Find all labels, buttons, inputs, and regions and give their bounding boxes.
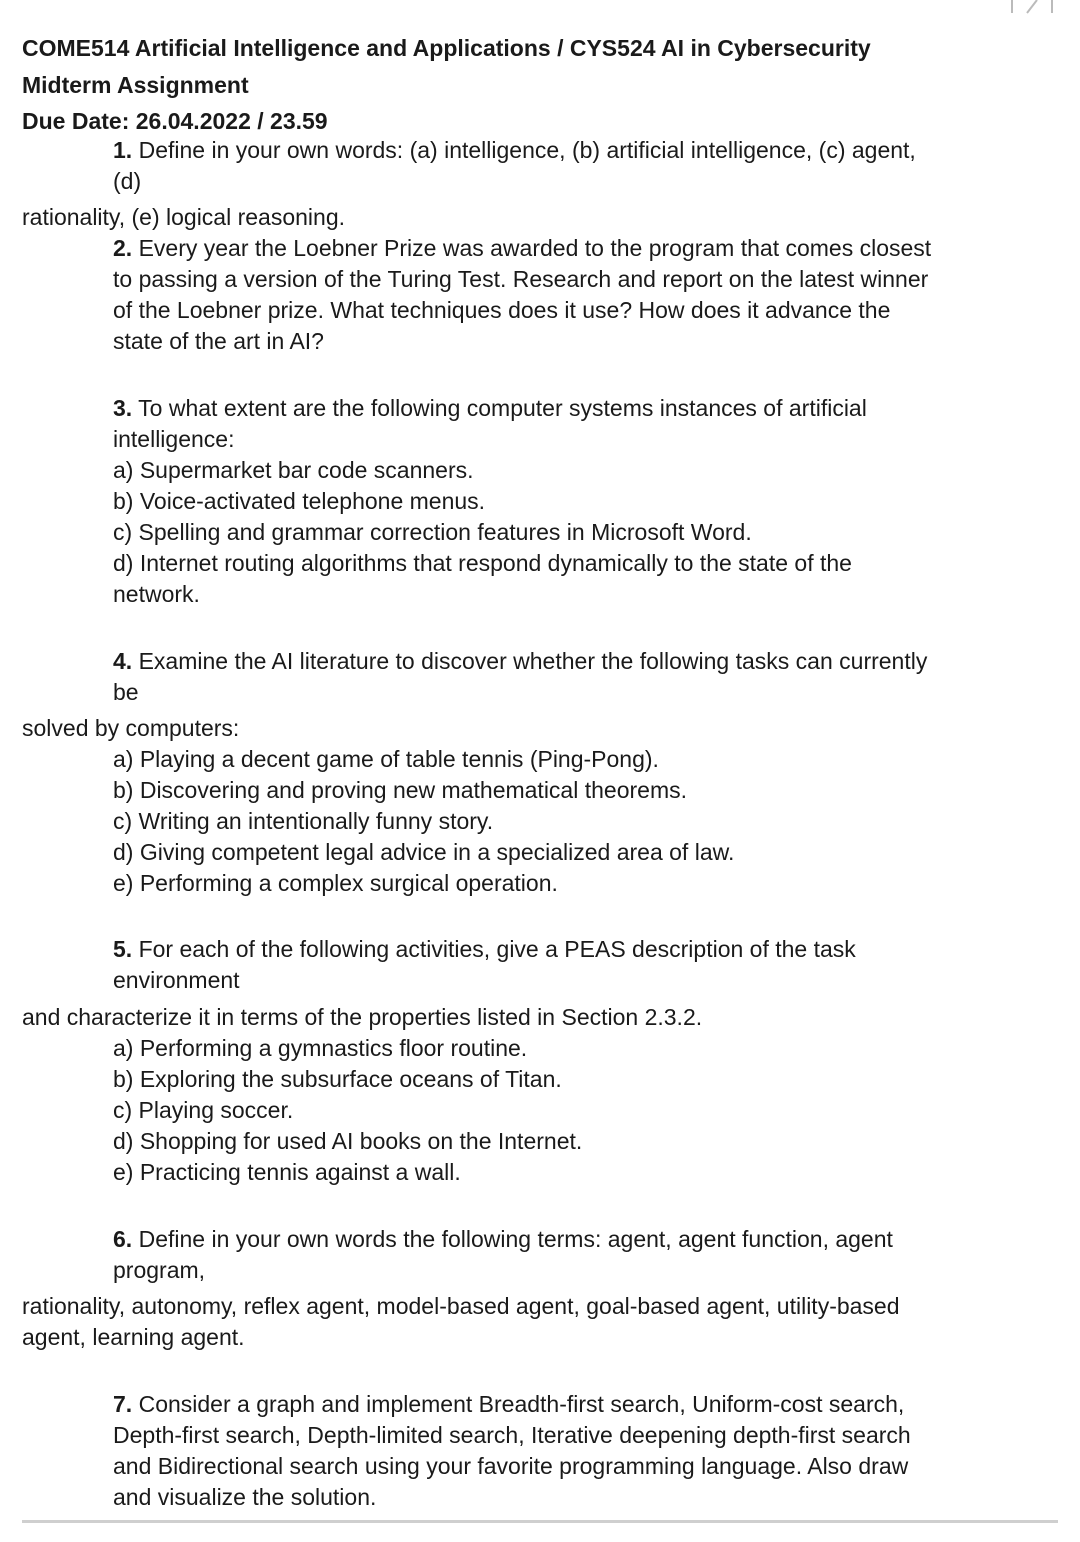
list-item: d) Giving competent legal advice in a specialized area of law.	[113, 839, 735, 865]
list-item: d) Internet routing algorithms that respond dynamically to the state of the	[113, 550, 852, 576]
question-text: be	[113, 679, 139, 705]
question-5-continuation	[22, 1002, 1062, 1188]
question-text: intelligence:	[113, 426, 235, 452]
question-text: Examine the AI literature to discover whether the following tasks can currently	[138, 648, 928, 674]
question-text: Define in your own words: (a) intelligence, (b) artificial intelligence, (c) agent,	[138, 137, 916, 163]
question-number: 6.	[113, 1226, 133, 1252]
question-text: to passing a version of the Turing Test. Research and report on the latest winner	[113, 266, 929, 292]
question-3	[22, 393, 1062, 610]
list-item: c) Writing an intentionally funny story.	[113, 808, 494, 834]
list-item: e) Performing a complex surgical operation.	[113, 870, 558, 896]
question-7	[22, 1389, 1062, 1513]
question-4	[22, 646, 1062, 708]
question-2	[22, 233, 1062, 357]
question-text: (d)	[113, 168, 142, 194]
question-number: 5.	[113, 936, 133, 962]
question-text: program,	[113, 1257, 206, 1283]
course-title: COME514 Artificial Intelligence and Applications / CYS524 AI in Cybersecurity	[22, 35, 871, 61]
question-text: of the Loebner prize. What techniques does it use? How does it advance the	[113, 297, 891, 323]
question-text: and characterize it in terms of the properties listed in Section 2.3.2.	[22, 1004, 703, 1030]
list-item: a) Playing a decent game of table tennis (Ping-Pong).	[113, 746, 659, 772]
list-item: network.	[113, 581, 200, 607]
question-number: 7.	[113, 1391, 133, 1417]
question-text: state of the art in AI?	[113, 328, 324, 354]
question-6	[22, 1224, 1062, 1286]
question-number: 1.	[113, 137, 133, 163]
question-text: and visualize the solution.	[113, 1484, 377, 1510]
question-text: Consider a graph and implement Breadth-first search, Uniform-cost search,	[138, 1391, 905, 1417]
list-item: c) Spelling and grammar correction features in Microsoft Word.	[113, 519, 752, 545]
question-1-continuation: rationality, (e) logical reasoning.	[22, 204, 346, 230]
question-text: solved by computers:	[22, 715, 240, 741]
question-text: For each of the following activities, give a PEAS description of the task	[138, 936, 856, 962]
question-text: To what extent are the following computer systems instances of artificial	[138, 395, 867, 421]
question-number: 4.	[113, 648, 133, 674]
question-text: Depth-first search, Depth-limited search, Iterative deepening depth-first search	[113, 1422, 911, 1448]
list-item: b) Exploring the subsurface oceans of Titan.	[113, 1066, 562, 1092]
question-text: and Bidirectional search using your favorite programming language. Also draw	[113, 1453, 909, 1479]
question-1	[22, 135, 1062, 197]
question-number: 3.	[113, 395, 133, 421]
question-text: Define in your own words the following terms: agent, agent function, agent	[138, 1226, 893, 1252]
document-header	[22, 30, 871, 140]
question-5	[22, 934, 1062, 996]
list-item: d) Shopping for used AI books on the Internet.	[113, 1128, 583, 1154]
question-text: environment	[113, 967, 240, 993]
due-date: Due Date: 26.04.2022 / 23.59	[22, 108, 328, 134]
list-item: c) Playing soccer.	[113, 1097, 294, 1123]
list-item: b) Discovering and proving new mathematical theorems.	[113, 777, 687, 803]
question-6-continuation	[22, 1291, 1062, 1353]
assignment-title: Midterm Assignment	[22, 71, 249, 98]
list-item: a) Performing a gymnastics floor routine.	[113, 1035, 528, 1061]
list-item: b) Voice-activated telephone menus.	[113, 488, 486, 514]
question-number: 2.	[113, 235, 133, 261]
page-edge-mark	[1010, 0, 1056, 14]
question-text: rationality, autonomy, reflex agent, model-based agent, goal-based agent, utility-based	[22, 1293, 900, 1319]
question-4-continuation	[22, 713, 1062, 899]
list-item: e) Practicing tennis against a wall.	[113, 1159, 461, 1185]
question-text: Every year the Loebner Prize was awarded to the program that comes closest	[138, 235, 932, 261]
page-divider	[22, 1520, 1058, 1523]
list-item: a) Supermarket bar code scanners.	[113, 457, 474, 483]
question-text: agent, learning agent.	[22, 1324, 245, 1350]
